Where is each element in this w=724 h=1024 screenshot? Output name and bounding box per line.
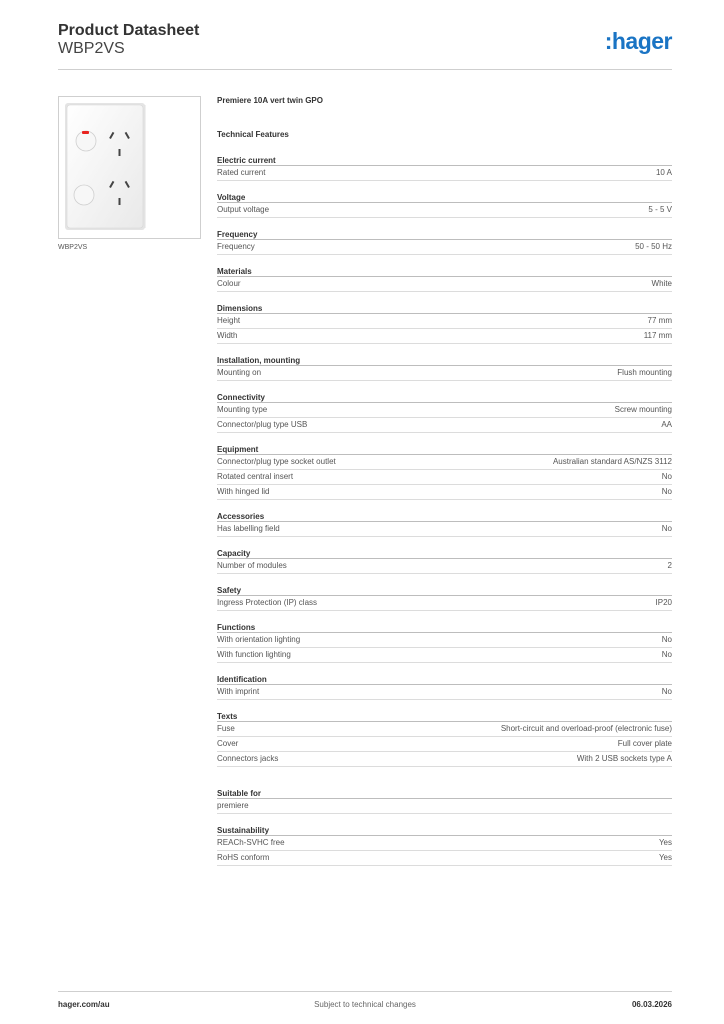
spec-row-output-voltage <box>217 203 672 218</box>
spec-row-mounting-type <box>217 403 672 418</box>
section-title: Capacity <box>217 548 672 559</box>
section-title: Identification <box>217 674 672 685</box>
spec-row-frequency <box>217 240 672 255</box>
section-title: Sustainability <box>217 825 672 836</box>
spec-row-connectors-jacks <box>217 752 672 767</box>
spec-row-colour <box>217 277 672 292</box>
hager-logo: :hager <box>604 28 672 54</box>
section-equipment <box>217 444 672 500</box>
section-title: Electric current <box>217 155 672 166</box>
spec-value: Yes <box>658 838 672 847</box>
spec-label: Rated current <box>217 168 266 177</box>
spec-row-height <box>217 314 672 329</box>
spec-value: 10 A <box>655 168 672 177</box>
spec-value: 2 <box>667 561 672 570</box>
spec-value: Yes <box>658 853 672 862</box>
section-title: Dimensions <box>217 303 672 314</box>
technical-content <box>217 96 672 866</box>
spec-row-fuse <box>217 722 672 737</box>
spec-row-ingress-protection-ip-class <box>217 596 672 611</box>
spec-label: Mounting type <box>217 405 268 414</box>
spec-label: Colour <box>217 279 241 288</box>
switch-bottom <box>74 185 94 205</box>
spec-label: Connector/plug type USB <box>217 420 308 429</box>
product-code: WBP2VS <box>58 40 125 57</box>
spec-row-with-hinged-lid <box>217 485 672 500</box>
spec-row-rohs-conform <box>217 851 672 866</box>
spec-row-connector-plug-type-socket-outlet <box>217 455 672 470</box>
spec-value: IP20 <box>655 598 672 607</box>
spec-value: With 2 USB sockets type A <box>576 754 672 763</box>
switch-indicator <box>82 131 89 134</box>
section-sustainability <box>217 825 672 866</box>
section-installation-mounting <box>217 355 672 381</box>
section-title: Materials <box>217 266 672 277</box>
spec-row-connector-plug-type-usb <box>217 418 672 433</box>
spec-label: Has labelling field <box>217 524 280 533</box>
spec-label: With function lighting <box>217 650 291 659</box>
spec-label: premiere <box>217 801 249 810</box>
section-safety <box>217 585 672 611</box>
spec-label: Mounting on <box>217 368 262 377</box>
section-title: Safety <box>217 585 672 596</box>
spec-label: Connector/plug type socket outlet <box>217 457 336 466</box>
spec-value: Australian standard AS/NZS 3112 <box>552 457 672 466</box>
spec-label: Connectors jacks <box>217 754 279 763</box>
image-caption: WBP2VS <box>58 244 88 251</box>
spec-value: No <box>661 687 672 696</box>
section-dimensions <box>217 303 672 344</box>
page-footer <box>58 991 672 1011</box>
spec-value: Short-circuit and overload-proof (electronic fuse) <box>500 724 672 733</box>
section-title: Frequency <box>217 229 672 240</box>
section-connectivity <box>217 392 672 433</box>
section-title: Equipment <box>217 444 672 455</box>
section-title: Accessories <box>217 511 672 522</box>
section-electric-current <box>217 155 672 181</box>
spec-row-cover <box>217 737 672 752</box>
spec-label: Width <box>217 331 238 340</box>
section-title: Texts <box>217 711 672 722</box>
spec-row-premiere <box>217 799 672 814</box>
section-title: Installation, mounting <box>217 355 672 366</box>
spec-label: Cover <box>217 739 239 748</box>
spec-row-rotated-central-insert <box>217 470 672 485</box>
spec-label: Fuse <box>217 724 235 733</box>
product-image <box>58 96 201 239</box>
twin-gpo-illustration <box>59 97 200 238</box>
spec-label: RoHS conform <box>217 853 270 862</box>
spec-row-with-orientation-lighting <box>217 633 672 648</box>
spec-label: Frequency <box>217 242 255 251</box>
section-title: Functions <box>217 622 672 633</box>
spec-row-with-function-lighting <box>217 648 672 663</box>
spec-value: No <box>661 524 672 533</box>
technical-features-title: Technical Features <box>217 130 289 139</box>
spec-value: Screw mounting <box>614 405 672 414</box>
spec-value: 5 - 5 V <box>648 205 672 214</box>
spec-row-reach-svhc-free <box>217 836 672 851</box>
section-accessories <box>217 511 672 537</box>
section-title: Suitable for <box>217 788 672 799</box>
footer-date: 06.03.2026 <box>631 1000 672 1009</box>
spec-value: No <box>661 472 672 481</box>
spec-label: Number of modules <box>217 561 287 570</box>
spec-label: REACh-SVHC free <box>217 838 285 847</box>
page-title: Product Datasheet <box>58 22 200 39</box>
spec-label: Rotated central insert <box>217 472 294 481</box>
spec-row-width <box>217 329 672 344</box>
section-frequency <box>217 229 672 255</box>
spec-value: 117 mm <box>643 331 672 340</box>
spec-value: 50 - 50 Hz <box>635 242 672 251</box>
spec-value: 77 mm <box>647 316 672 325</box>
footer-website-link[interactable]: hager.com/au <box>58 1000 110 1009</box>
section-voltage <box>217 192 672 218</box>
spec-row-mounting-on <box>217 366 672 381</box>
spec-label: Output voltage <box>217 205 270 214</box>
spec-row-has-labelling-field <box>217 522 672 537</box>
page-header <box>58 22 672 70</box>
spec-value: No <box>661 635 672 644</box>
spec-label: Height <box>217 316 241 325</box>
spec-value: White <box>651 279 672 288</box>
spec-label: With hinged lid <box>217 487 270 496</box>
spec-value: AA <box>661 420 672 429</box>
spec-value: Full cover plate <box>617 739 672 748</box>
spec-label: With orientation lighting <box>217 635 301 644</box>
footer-disclaimer: Subject to technical changes <box>314 1000 416 1009</box>
section-identification <box>217 674 672 700</box>
section-texts <box>217 711 672 767</box>
spec-label: With imprint <box>217 687 260 696</box>
spec-value: No <box>661 487 672 496</box>
spec-row-rated-current <box>217 166 672 181</box>
section-functions <box>217 622 672 663</box>
spec-label: Ingress Protection (IP) class <box>217 598 318 607</box>
product-name: Premiere 10A vert twin GPO <box>217 96 323 105</box>
spec-row-with-imprint <box>217 685 672 700</box>
section-title: Connectivity <box>217 392 672 403</box>
section-suitable-for <box>217 788 672 814</box>
section-materials <box>217 266 672 292</box>
spec-value: Flush mounting <box>617 368 672 377</box>
section-title: Voltage <box>217 192 672 203</box>
section-capacity <box>217 548 672 574</box>
spec-row-number-of-modules <box>217 559 672 574</box>
spec-value: No <box>661 650 672 659</box>
feature-sections <box>217 155 672 767</box>
